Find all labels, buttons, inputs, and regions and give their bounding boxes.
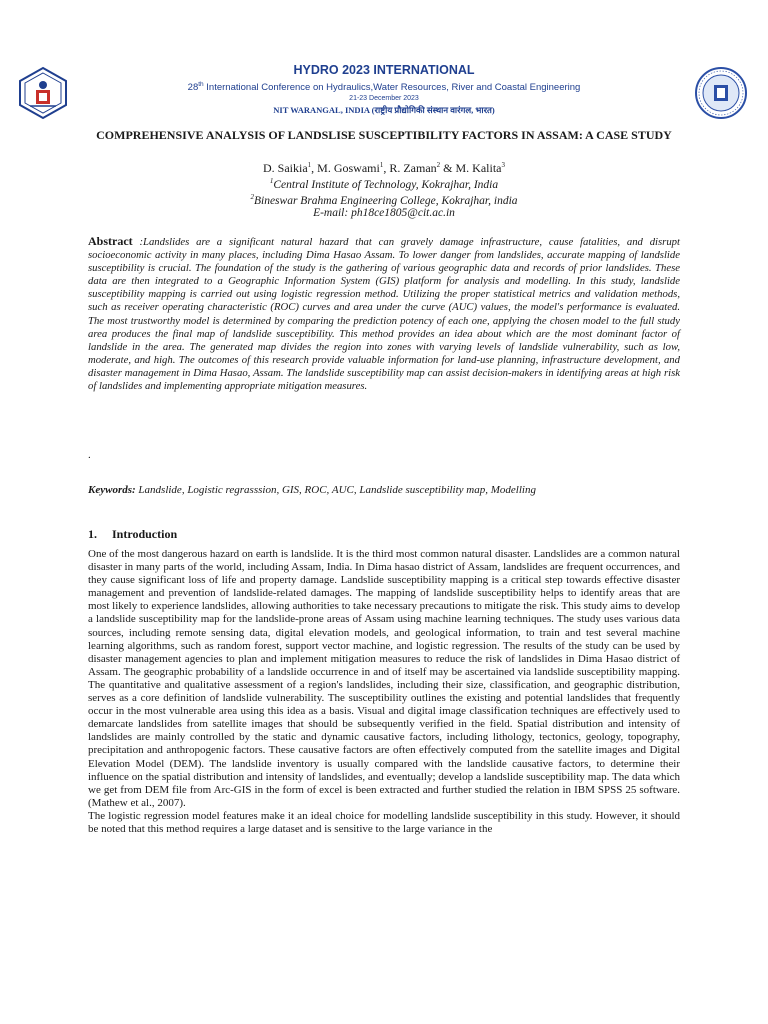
affiliation-mark: 1 [269,177,274,185]
paper-title: COMPREHENSIVE ANALYSIS OF LANDSLISE SUSCEPTIBILITY FACTORS IN ASSAM: A CASE STUDY [96,128,672,142]
affiliation-text: Bineswar Brahma Engineering College, Kokrajhar, india [253,194,518,207]
conference-ordinal-suffix: th [198,81,204,88]
keywords [88,483,688,497]
author-affiliation-mark: 2 [436,161,441,169]
conference-subtitle [0,78,768,94]
author-name: R. Zaman [389,161,437,175]
author-name: M. Kalita [455,161,502,175]
author-affiliation-mark: 1 [379,161,384,169]
contact-email: E-mail: ph18ce1805@cit.ac.in [313,207,455,219]
section-body [88,548,680,836]
conference-dates: 21-23 December 2023 [349,95,419,103]
conference-header [0,62,768,116]
author-separator: , [311,161,318,175]
conference-ordinal: 28 [187,82,199,94]
affiliation-mark: 2 [250,193,254,201]
section-title: Introduction [112,527,178,541]
author-separator: & [440,161,456,175]
author-separator: , [383,161,390,175]
stray-dot: . [88,449,91,461]
author-affiliation-mark: 1 [307,161,312,169]
author-affiliation-mark: 3 [501,161,505,169]
section-heading [88,527,177,541]
abstract-text: :Landslides are a significant natural hazard that can gravely damage infrastructure, cause fatalities, and disrupt socioeconomic activity in many places, including Dima Hasao Assam. To lower danger from landslides, accurate mapping of landslide susceptibility is crucial. The foundation of the study is the gathering of various geographic data and records of prior landslides. These data are then integrated to a Geographic Information System (GIS) platform for analysis and modelling. In this study, landslide susceptibility mapping is carried out using logistic regression method. Utilizing the proper statistical metrics and validation methods, such as receiver operating characteristic (ROC) curves and area under the curve (AUC) values, the model's performance is evaluated. The most trustworthy model is determined by comparing the prediction potency of each one, applying the chosen model to the full study area produces the final map of landslide susceptibility. This method provides an idea about which are the most dominant factor of landslide in the area. The generated map divides the region into zones with varying levels of landslide vulnerability, such as low, moderate, and high. The outcomes of this research provide valuable information for land-use planning, infrastructure development, and disaster management in Dima Hasao, Assam. The landslide susceptibility map can assist decision-makers in identifying areas at high risk of landslides and implementing appropriate mitigation measures. [88,236,680,393]
conference-name: International Conference on Hydraulics,Water Resources, River and Coastal Engineering [203,82,581,94]
abstract-label: Abstract [88,234,133,248]
conference-title: HYDRO 2023 INTERNATIONAL [293,63,475,77]
body-paragraph: One of the most dangerous hazard on earth is landslide. It is the third most common natural disaster. Landslides are a common natural disaster in many parts of the world, including Assam, India. In Dima hasao district of Assam, landslides are frequent occurrences, and they cause significant loss of life and property damage. Landslide susceptibility mapping is a critical step towards effective disaster management and prevention of landslide-related damages. The mapping of landslide susceptibility helps to identify areas that are most likely to experience landslides, allowing authorities to take necessary precautions to mitigate the risk. This study aims to develop a landslide susceptibility map for the landslide-prone areas of Assam using machine learning techniques. The study uses various data sources, including remote sensing data, digital elevation models, and geological information, to train and test several machine learning algorithms, such as random forest, support vector machine, and logistic regression. The results of the study can be used by disaster management agencies to plan and implement mitigation measures to reduce the risk of landslides in Dima Hasao district of Assam. The geographic probability of a landslide occurrence in and of itself may be ascertained via landslide susceptibility mapping. The quantitative and qualitative assessment of a region's landslides, including their size, classification, and geographic distribution, serves as a core definition of landslide vulnerability. The susceptibility outlines the existing and potential landslides that frequently occur in the most vulnerable area using this idea as a basis. Visual and digital image classification techniques are effectively used to demarcate landslides from satellite images that should be subsequently verified in the field. Spatial distribution and intensity of landslides are mainly controlled by the static and dynamic causative factors, including lithology, tectonics, geology, topography, precipitation and anthropogenic factors. These causative factors are often effectively computed from the satellite images and Digital Elevation Model (DEM). The landslide inventory is usually compared with the landslide causative factors, to determine their influence on the spatial distribution and intensity of landslides, and eventually; develop a landslide susceptibility map. The data which we get from DEM file from Arc-GIS in the form of excel is been extracted and further studied the relation in IBM SPSS 25 software. (Mathew et al., 2007). [88,548,680,809]
abstract [88,235,680,393]
section-number: 1. [88,527,97,541]
author-name: D. Saikia [262,161,308,175]
affiliation-text: Central Institute of Technology, Kokrajhar, India [273,178,499,191]
keywords-text: Landslide, Logistic regrasssion, GIS, ROC, AUC, Landslide susceptibility map, Modelling [135,484,536,496]
body-paragraph: The logistic regression model features make it an ideal choice for modelling landslide susceptibility in this study. However, it should be noted that this method requires a large dataset and is sensitive to the large variance in the [88,809,680,835]
author-name: M. Goswami [317,161,380,175]
keywords-label: Keywords: [88,484,136,496]
conference-venue: NIT WARANGAL, INDIA (राष्ट्रीय प्रौद्योगिकी संस्थान वारंगल, भारत) [273,105,495,116]
